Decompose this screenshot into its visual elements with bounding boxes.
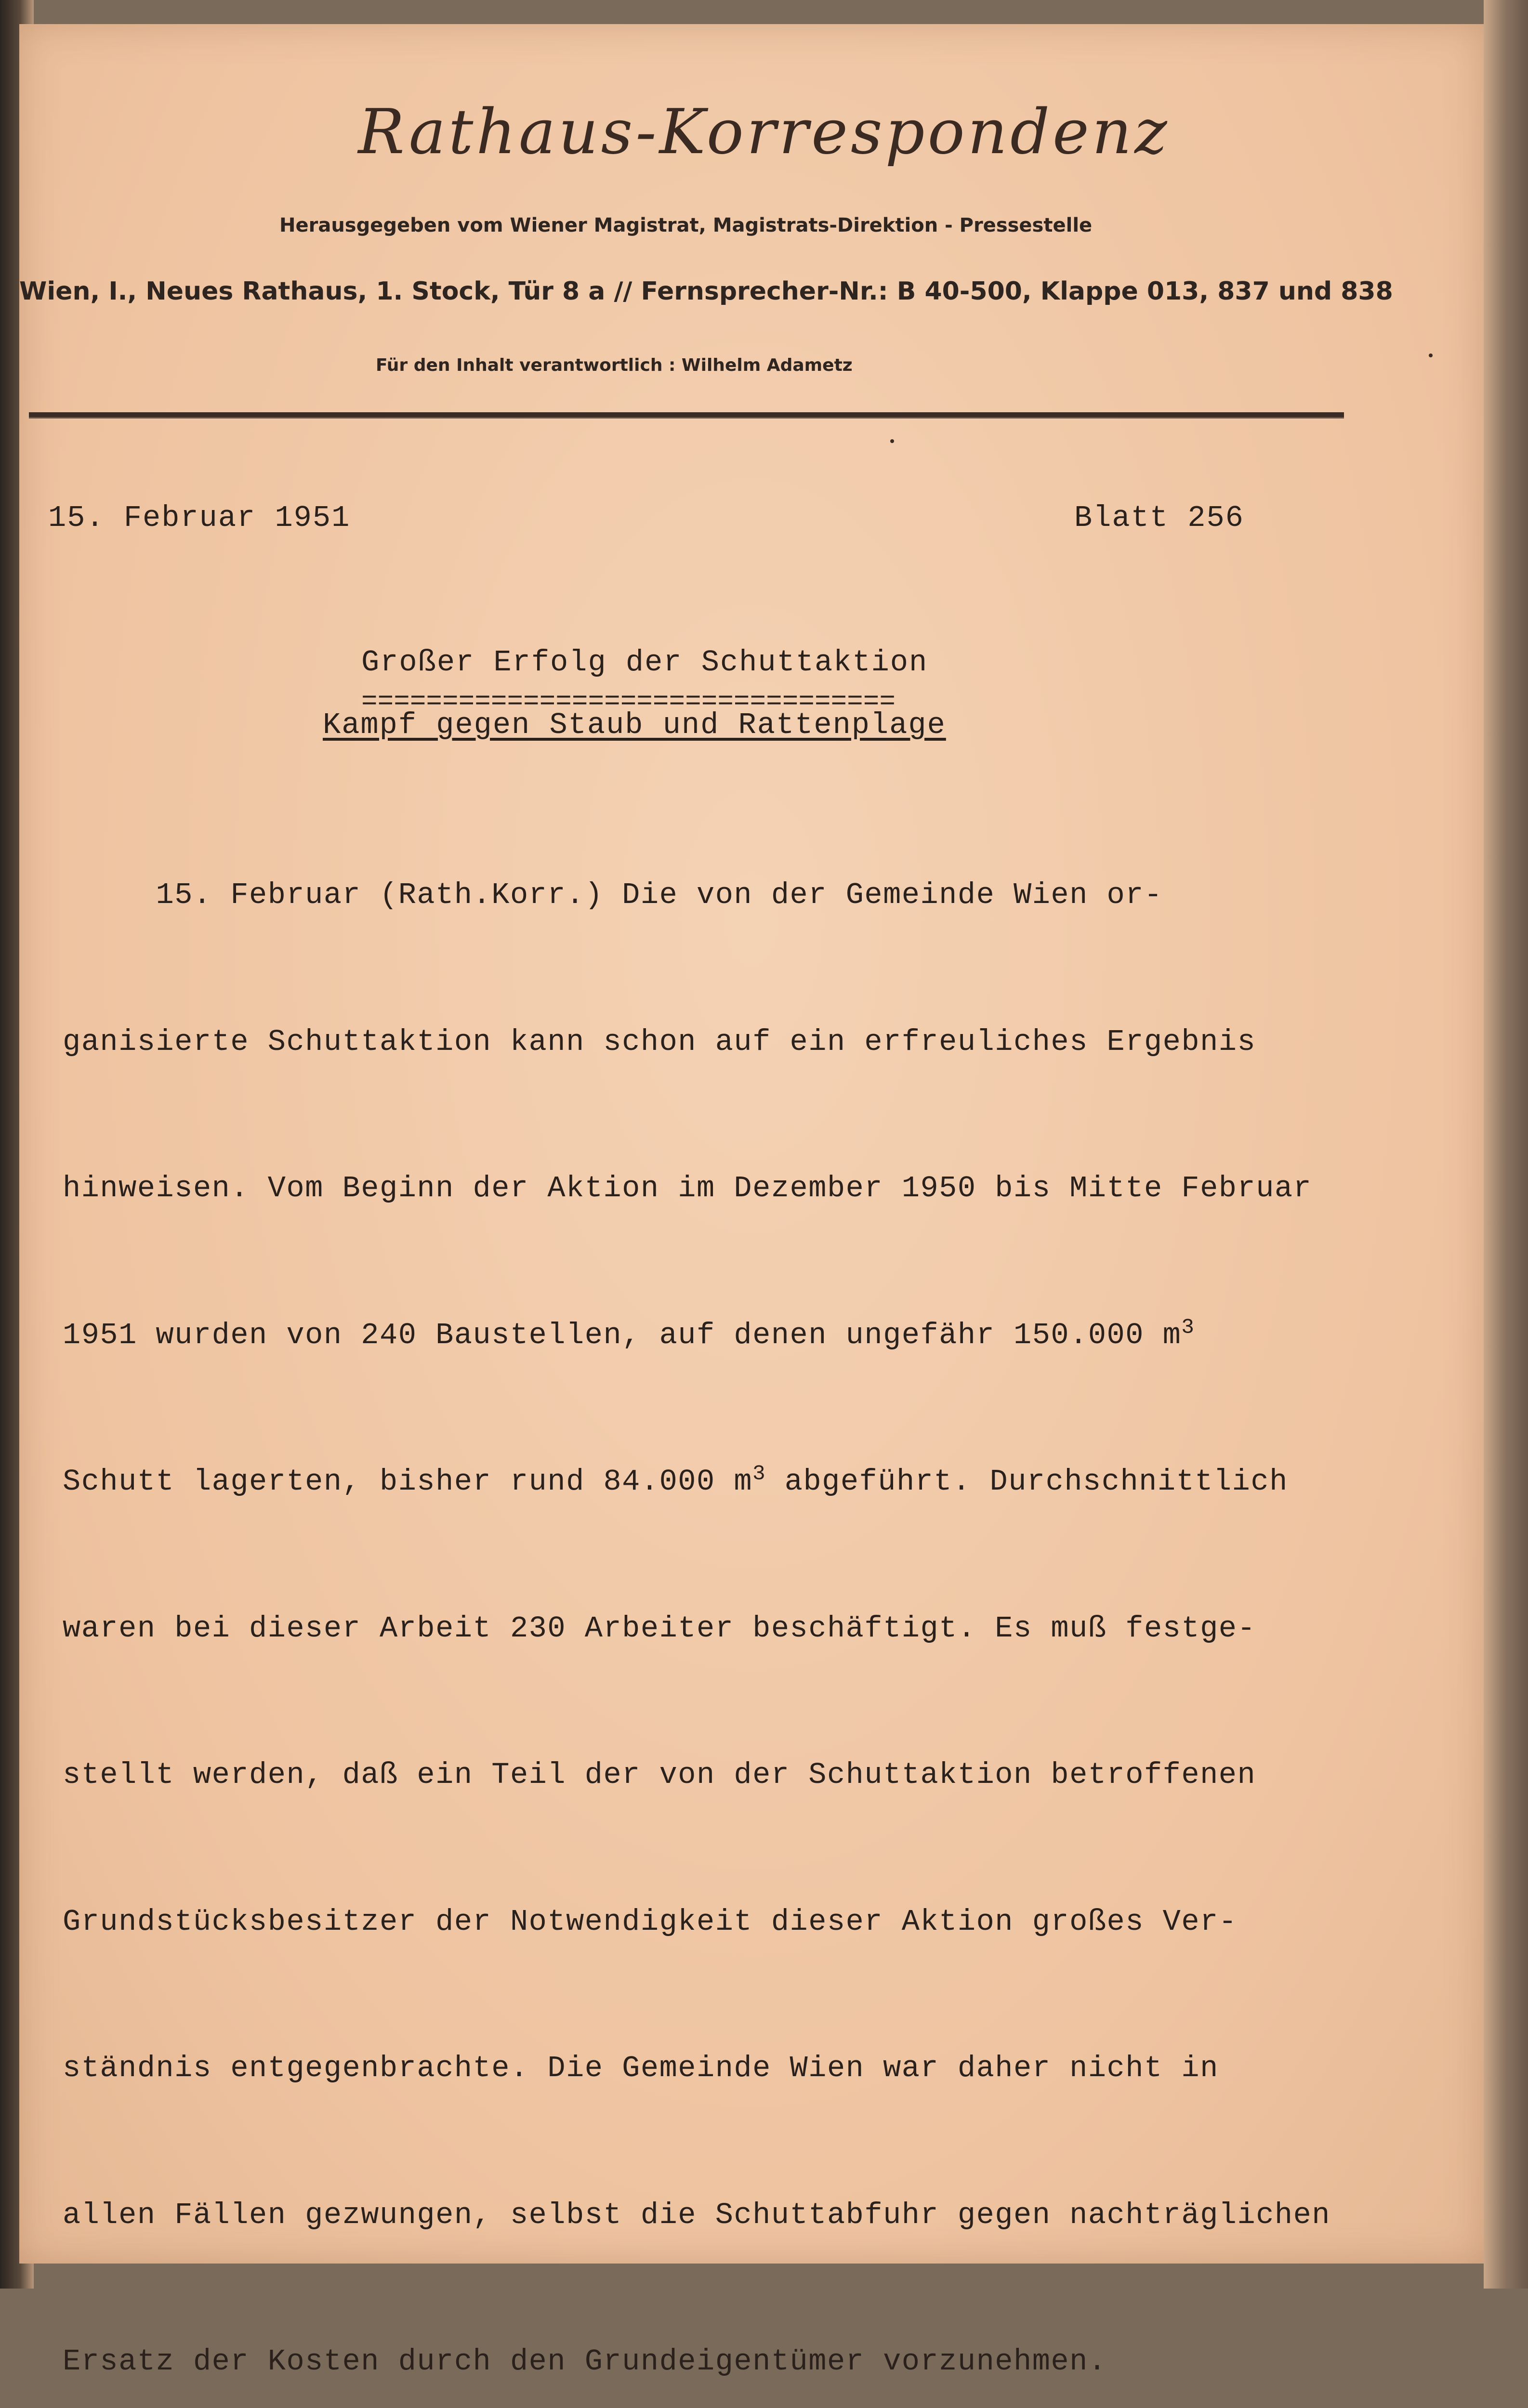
body-line: allen Fällen gezwungen, selbst die Schuttabfuhr gegen nachträglichen — [63, 2198, 1331, 2232]
address-line: Wien, I., Neues Rathaus, 1. Stock, Tür 8 a // Fernsprecher-Nr.: B 40-500, Klappe 013, 837 und 838 — [19, 277, 1393, 306]
paper-speck — [890, 439, 894, 443]
superscript: 3 — [1181, 1315, 1195, 1339]
body-line: ganisierte Schuttaktion kann schon auf ein erfreuliches Ergebnis — [63, 1024, 1256, 1059]
article-subtitle: Kampf gegen Staub und Rattenplage — [323, 708, 946, 742]
body-text: 1951 wurden von 240 Baustellen, auf denen ungefähr 150.000 m — [63, 1318, 1182, 1352]
body-line: waren bei dieser Arbeit 230 Arbeiter beschäftigt. Es muß festge- — [63, 1611, 1256, 1646]
article-body — [63, 773, 1431, 2408]
header-rule — [29, 412, 1344, 419]
body-line — [63, 1311, 1431, 1360]
sheet-number: Blatt 256 — [1074, 501, 1244, 535]
body-line — [63, 1457, 1431, 1506]
body-line: 15. Februar (Rath.Korr.) Die von der Gemeinde Wien or- — [63, 878, 1163, 912]
body-line: ständnis entgegenbrachte. Die Gemeinde Wien war daher nicht in — [63, 2051, 1219, 2085]
document-date: 15. Februar 1951 — [48, 501, 351, 535]
masthead-title: Rathaus-Korrespondenz — [358, 96, 1170, 168]
paper-speck — [1429, 353, 1433, 357]
page-edge — [1484, 0, 1528, 2289]
responsible-line: Für den Inhalt verantwortlich : Wilhelm Adametz — [376, 355, 853, 375]
body-line: Ersatz der Kosten durch den Grundeigentümer vorzunehmen. — [63, 2344, 1107, 2379]
superscript: 3 — [752, 1462, 766, 1486]
body-text: abgeführt. Durchschnittlich — [766, 1465, 1288, 1499]
article-title: Großer Erfolg der Schuttaktion — [361, 645, 928, 680]
body-line: Grundstücksbesitzer der Notwendigkeit dieser Aktion großes Ver- — [63, 1904, 1238, 1939]
body-line: stellt werden, daß ein Teil der von der Schuttaktion betroffenen — [63, 1758, 1256, 1792]
title-rule: ================================= — [361, 686, 896, 717]
body-text: Schutt lagerten, bisher rund 84.000 m — [63, 1465, 753, 1499]
body-line: hinweisen. Vom Beginn der Aktion im Dezember 1950 bis Mitte Februar — [63, 1171, 1312, 1205]
publisher-line: Herausgegeben vom Wiener Magistrat, Magistrats-Direktion - Pressestelle — [279, 214, 1093, 236]
